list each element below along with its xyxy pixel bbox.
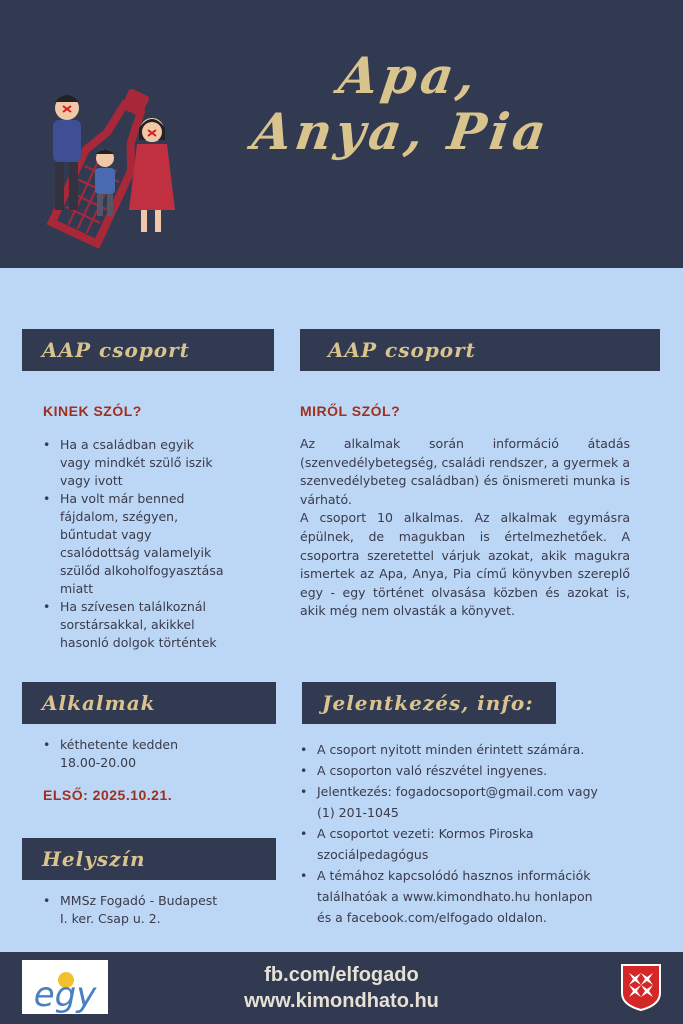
- footer-links: [180, 962, 503, 1014]
- location-list: [43, 892, 273, 928]
- who-list: [43, 436, 273, 652]
- poster-title: [207, 48, 603, 160]
- list-item: • A csoporton való részvétel ingyenes.: [300, 760, 660, 781]
- about-text: [300, 435, 630, 621]
- list-item: • A témához kapcsolódó hasznos információk találhatóak a www.kimondhato.hu honlapon és a facebook.com/elfogado oldalon.: [300, 865, 660, 928]
- location-band: Helyszín: [22, 838, 276, 880]
- egy-logo: [22, 960, 108, 1014]
- info-band: Jelentkezés, info:: [302, 682, 556, 724]
- about-paragraph-2: A csoport 10 alkalmas. Az alkalmak egymásra épülnek, de magukban is értelmezhetőek. A csoportra szeretettel várjuk azokat, akik magukra ismertek az Apa, Anya, Pia című könyvben szereplő egy - egy történet olvasása közben és azokat is, akik még nem olvasták a könyvet.: [300, 510, 630, 619]
- info-list: [300, 739, 660, 928]
- left-section-band: AAP csoport: [22, 329, 274, 371]
- about-paragraph-1: Az alkalmak során információ átadás (szenvedélybetegség, családi rendszer, a gyermek a szenvedélybeteg családban) és önismereti munka is várható.: [300, 436, 630, 507]
- title-line-2: Anya, Pia: [248, 102, 554, 161]
- svg-text:egy: egy: [33, 975, 97, 1014]
- sessions-list: [43, 736, 273, 772]
- list-item: • A csoport nyitott minden érintett számára.: [300, 739, 660, 760]
- list-item: • A csoportot vezeti: Kormos Piroska szociálpedagógus: [300, 823, 660, 865]
- website-link[interactable]: www.kimondhato.hu: [244, 990, 439, 1012]
- list-item: • Ha szívesen találkoznál sorstársakkal, akikkel hasonló dolgok történtek: [43, 598, 273, 652]
- sessions-band: Alkalmak: [22, 682, 276, 724]
- list-item: • Jelentkezés: fogadocsoport@gmail.com vagy (1) 201-1045: [300, 781, 660, 823]
- title-line-1: Apa,: [335, 46, 483, 105]
- list-item: • kéthetente kedden 18.00-20.00: [43, 736, 273, 772]
- list-item: • MMSz Fogadó - Budapest I. ker. Csap u. 2.: [43, 892, 273, 928]
- about-heading: MIRŐL SZÓL?: [300, 403, 401, 419]
- maltese-cross-logo: [620, 963, 662, 1011]
- first-session-date: ELSŐ: 2025.10.21.: [43, 787, 173, 803]
- who-heading: KINEK SZÓL?: [43, 403, 142, 419]
- list-item: • Ha volt már benned fájdalom, szégyen, bűntudat vagy csalódottság valamelyik szülőd alkoholfogyasztása miatt: [43, 490, 273, 598]
- right-section-band: AAP csoport: [300, 329, 660, 371]
- facebook-link[interactable]: fb.com/elfogado: [264, 964, 419, 986]
- list-item: • Ha a családban egyik vagy mindkét szülő iszik vagy ivott: [43, 436, 273, 490]
- family-illustration: [25, 80, 185, 250]
